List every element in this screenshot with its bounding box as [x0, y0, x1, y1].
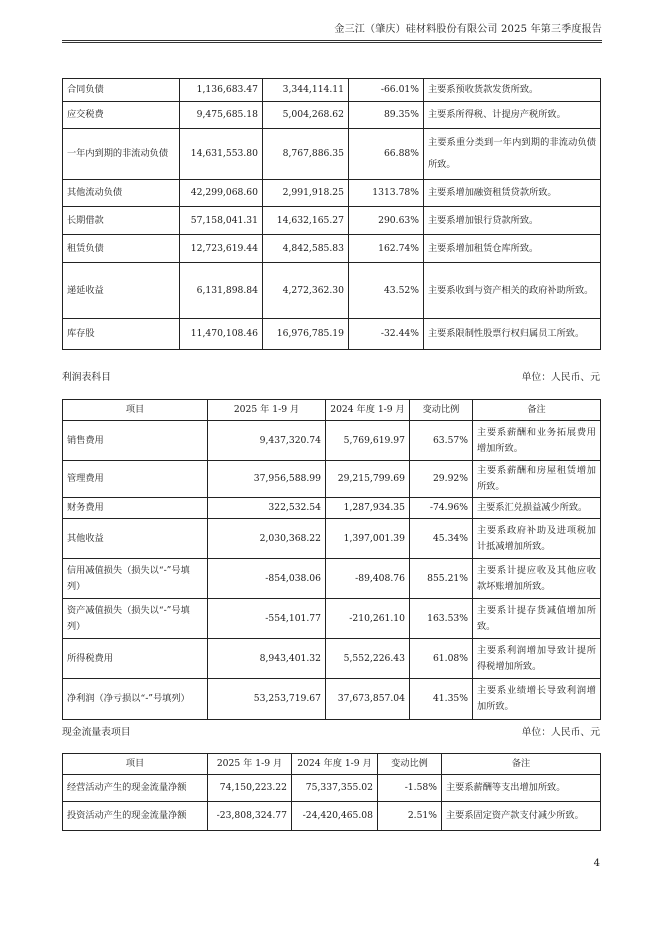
row-prior: -24,420,465.08 [292, 802, 378, 831]
row-current: 1,136,683.47 [180, 79, 263, 102]
row-current: -23,808,324.77 [208, 802, 292, 831]
row-current: 74,150,223.22 [208, 775, 292, 802]
row-change: 43.52% [349, 263, 424, 319]
header-prior: 2024 年度 1-9 月 [326, 400, 410, 421]
table-row [63, 235, 601, 263]
row-item: 库存股 [63, 319, 180, 350]
header-note: 备注 [442, 754, 601, 775]
row-prior: 16,976,785.19 [263, 319, 349, 350]
row-change: 163.53% [410, 599, 473, 639]
row-note: 主要系薪酬等支出增加所致。 [442, 775, 601, 802]
cashflow-caption: 现金流量表项目 [62, 727, 131, 738]
table-header-row [63, 400, 601, 421]
row-prior: 14,632,165.27 [263, 207, 349, 235]
row-change: 162.74% [349, 235, 424, 263]
header-current: 2025 年 1-9 月 [208, 754, 292, 775]
row-item: 所得税费用 [63, 639, 208, 679]
header-prior: 2024 年度 1-9 月 [292, 754, 378, 775]
table-row [63, 207, 601, 235]
row-prior: 5,769,619.97 [326, 421, 410, 461]
row-prior: 8,767,886.35 [263, 129, 349, 180]
table-row [63, 559, 601, 599]
row-prior: 1,287,934.35 [326, 498, 410, 519]
income-caption: 利润表科目 [62, 372, 111, 383]
row-current: 37,956,588.99 [208, 461, 326, 498]
row-change: 41.35% [410, 679, 473, 720]
table-row [63, 129, 601, 180]
table-row [63, 421, 601, 461]
table-row [63, 102, 601, 129]
table-row [63, 461, 601, 498]
header-rule [62, 40, 602, 43]
row-item: 其他收益 [63, 519, 208, 559]
report-header: 金三江（肇庆）硅材料股份有限公司 2025 年第三季度报告 [334, 24, 602, 35]
table-row [63, 79, 601, 102]
row-item: 租赁负债 [63, 235, 180, 263]
row-note: 主要系计提存货减值增加所致。 [473, 599, 601, 639]
income-unit: 单位：人民币、元 [521, 372, 600, 383]
row-prior: 37,673,857.04 [326, 679, 410, 720]
header-current: 2025 年 1-9 月 [208, 400, 326, 421]
header-change: 变动比例 [410, 400, 473, 421]
table-row [63, 802, 601, 831]
row-prior: -210,261.10 [326, 599, 410, 639]
row-current: 11,470,108.46 [180, 319, 263, 350]
row-change: 1313.78% [349, 180, 424, 207]
header-note: 备注 [473, 400, 601, 421]
header-change: 变动比例 [378, 754, 442, 775]
row-note: 主要系增加融资租赁贷款所致。 [424, 180, 601, 207]
row-change: 45.34% [410, 519, 473, 559]
row-item: 销售费用 [63, 421, 208, 461]
row-current: 14,631,553.80 [180, 129, 263, 180]
row-prior: 1,397,001.39 [326, 519, 410, 559]
row-note: 主要系重分类到一年内到期的非流动负债所致。 [424, 129, 601, 180]
row-change: 290.63% [349, 207, 424, 235]
header-item: 项目 [63, 400, 208, 421]
row-note: 主要系政府补助及进项税加计抵减增加所致。 [473, 519, 601, 559]
row-change: -74.96% [410, 498, 473, 519]
row-prior: -89,408.76 [326, 559, 410, 599]
row-prior: 5,552,226.43 [326, 639, 410, 679]
row-prior: 75,337,355.02 [292, 775, 378, 802]
row-prior: 5,004,268.62 [263, 102, 349, 129]
row-item: 经营活动产生的现金流量净额 [63, 775, 208, 802]
row-prior: 2,991,918.25 [263, 180, 349, 207]
table-row [63, 519, 601, 559]
row-current: 2,030,368.22 [208, 519, 326, 559]
row-change: 89.35% [349, 102, 424, 129]
table-row [63, 599, 601, 639]
row-note: 主要系固定资产款支付减少所致。 [442, 802, 601, 831]
row-prior: 4,272,362.30 [263, 263, 349, 319]
row-change: -66.01% [349, 79, 424, 102]
row-note: 主要系汇兑损益减少所致。 [473, 498, 601, 519]
table-row [63, 775, 601, 802]
row-item: 投资活动产生的现金流量净额 [63, 802, 208, 831]
row-current: -554,101.77 [208, 599, 326, 639]
row-change: 61.08% [410, 639, 473, 679]
table-row [63, 639, 601, 679]
table-header-row [63, 754, 601, 775]
row-change: 2.51% [378, 802, 442, 831]
page-number: 4 [593, 858, 600, 869]
row-change: 63.57% [410, 421, 473, 461]
row-note: 主要系计提应收及其他应收款坏账增加所致。 [473, 559, 601, 599]
row-note: 主要系限制性股票行权归属员工所致。 [424, 319, 601, 350]
income-statement-table [62, 399, 601, 720]
row-current: 12,723,619.44 [180, 235, 263, 263]
row-item: 净利润（净亏损以“-”号填列） [63, 679, 208, 720]
row-change: 855.21% [410, 559, 473, 599]
table-row [63, 319, 601, 350]
row-note: 主要系预收货款发货所致。 [424, 79, 601, 102]
row-note: 主要系增加租赁仓库所致。 [424, 235, 601, 263]
row-item: 递延收益 [63, 263, 180, 319]
row-current: 57,158,041.31 [180, 207, 263, 235]
row-item: 管理费用 [63, 461, 208, 498]
row-note: 主要系薪酬和业务拓展费用增加所致。 [473, 421, 601, 461]
row-current: 42,299,068.60 [180, 180, 263, 207]
table-row [63, 263, 601, 319]
row-note: 主要系收到与资产相关的政府补助所致。 [424, 263, 601, 319]
row-current: 6,131,898.84 [180, 263, 263, 319]
row-note: 主要系利润增加导致计提所得税增加所致。 [473, 639, 601, 679]
row-item: 应交税费 [63, 102, 180, 129]
row-current: 53,253,719.67 [208, 679, 326, 720]
row-prior: 4,842,585.83 [263, 235, 349, 263]
row-prior: 3,344,114.11 [263, 79, 349, 102]
row-current: 322,532.54 [208, 498, 326, 519]
row-note: 主要系薪酬和房屋租赁增加所致。 [473, 461, 601, 498]
row-change: -32.44% [349, 319, 424, 350]
row-current: -854,038.06 [208, 559, 326, 599]
row-note: 主要系业绩增长导致利润增加所致。 [473, 679, 601, 720]
row-note: 主要系所得税、计提房产税所致。 [424, 102, 601, 129]
row-item: 长期借款 [63, 207, 180, 235]
row-item: 其他流动负债 [63, 180, 180, 207]
row-item: 资产减值损失（损失以“-”号填列） [63, 599, 208, 639]
row-item: 合同负债 [63, 79, 180, 102]
row-item: 一年内到期的非流动负债 [63, 129, 180, 180]
balance-sheet-table [62, 78, 601, 350]
cashflow-table [62, 753, 601, 831]
row-item: 信用减值损失（损失以“-”号填列） [63, 559, 208, 599]
cashflow-unit: 单位：人民币、元 [521, 727, 600, 738]
header-item: 项目 [63, 754, 208, 775]
table-row [63, 498, 601, 519]
row-current: 9,475,685.18 [180, 102, 263, 129]
row-current: 9,437,320.74 [208, 421, 326, 461]
row-note: 主要系增加银行贷款所致。 [424, 207, 601, 235]
row-change: 66.88% [349, 129, 424, 180]
row-change: 29.92% [410, 461, 473, 498]
row-current: 8,943,401.32 [208, 639, 326, 679]
row-prior: 29,215,799.69 [326, 461, 410, 498]
table-row [63, 180, 601, 207]
row-item: 财务费用 [63, 498, 208, 519]
row-change: -1.58% [378, 775, 442, 802]
table-row [63, 679, 601, 720]
